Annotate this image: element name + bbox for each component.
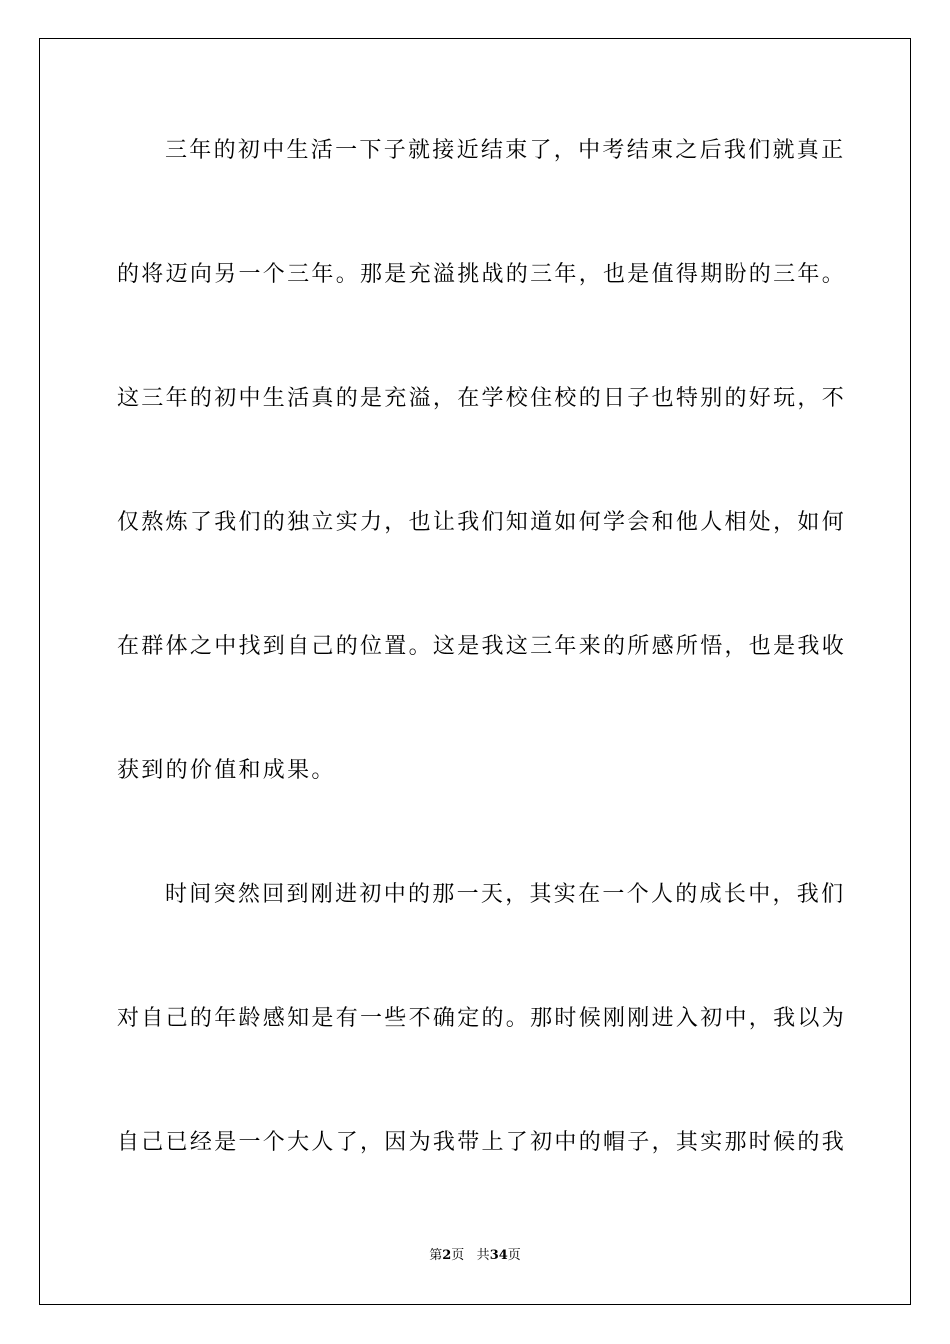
paragraph-1-line-5: 在群体之中找到自己的位置。这是我这三年来的所感所悟，也是我收 [117, 634, 847, 659]
page-total-suffix: 页 [507, 1248, 521, 1263]
paragraph-1-line-4: 仅熬炼了我们的独立实力，也让我们知道如何学会和他人相处，如何 [117, 510, 847, 535]
page-number-total: 34 [489, 1248, 508, 1263]
paragraph-1-line-1: 三年的初中生活一下子就接近结束了，中考结束之后我们就真正 [165, 138, 846, 163]
paragraph-1-line-3: 这三年的初中生活真的是充溢，在学校住校的日子也特别的好玩，不 [117, 386, 847, 411]
page-total-prefix: 共 [476, 1248, 490, 1263]
page-footer [0, 1247, 950, 1265]
page-number-prefix: 第 [429, 1248, 443, 1263]
paragraph-2-line-1: 时间突然回到刚进初中的那一天，其实在一个人的成长中，我们 [165, 882, 846, 907]
page-number-suffix: 页 [451, 1248, 465, 1263]
page-frame [39, 38, 911, 1305]
paragraph-2-line-3: 自己已经是一个大人了，因为我带上了初中的帽子，其实那时候的我 [117, 1130, 847, 1155]
page-number-current: 2 [442, 1248, 452, 1263]
paragraph-1-line-2: 的将迈向另一个三年。那是充溢挑战的三年，也是值得期盼的三年。 [117, 262, 847, 287]
paragraph-1-line-6: 获到的价值和成果。 [117, 758, 336, 783]
paragraph-2-line-2: 对自己的年龄感知是有一些不确定的。那时候刚刚进入初中，我以为 [117, 1006, 847, 1031]
